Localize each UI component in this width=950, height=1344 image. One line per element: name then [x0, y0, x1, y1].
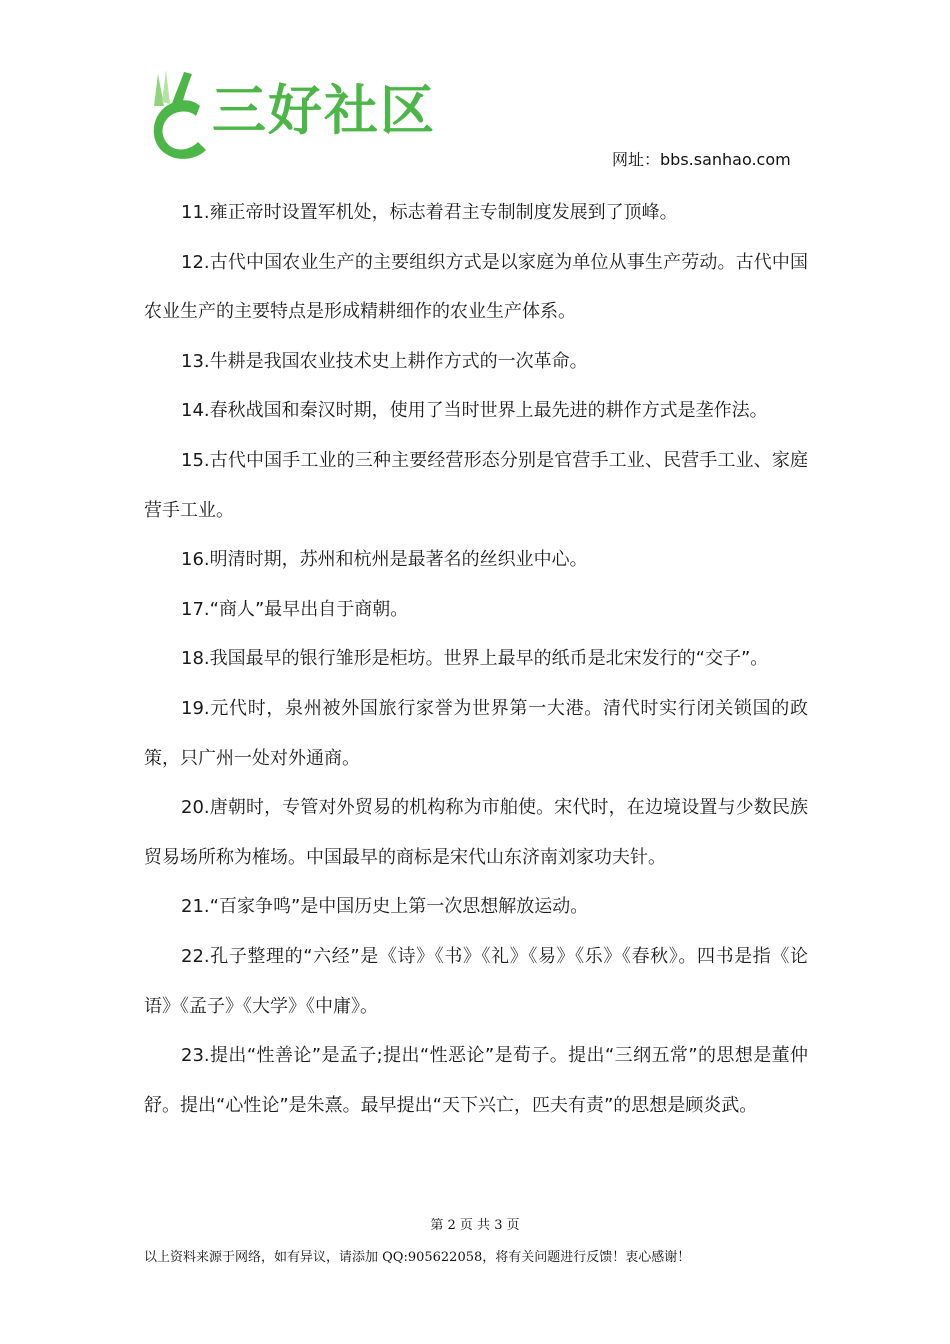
document-body — [144, 188, 808, 1130]
paragraph-20: 20.唐朝时，专管对外贸易的机构称为市舶使。宋代时，在边境设置与少数民族贸易场所称为榷场。中国最早的商标是宋代山东济南刘家功夫针。 — [144, 797, 808, 868]
paragraph-16: 16.明清时期，苏州和杭州是最著名的丝织业中心。 — [181, 549, 588, 571]
paragraph-22: 22.孔子整理的“六经”是《诗》《书》《礼》《易》《乐》《春秋》。四书是指《论语》《孟子》《大学》《中庸》。 — [144, 945, 808, 1017]
paragraph-13: 13.牛耕是我国农业技术史上耕作方式的一次革命。 — [181, 350, 588, 372]
paragraph-11: 11.雍正帝时设置军机处，标志着君主专制制度发展到了顶峰。 — [181, 202, 678, 223]
paragraph-14: 14.春秋战国和秦汉时期，使用了当时世界上最先进的耕作方式是垄作法。 — [181, 400, 768, 422]
footer-note: 以上资料来源于网络，如有异议，请添加 QQ:905622058，将有关问题进行反馈！衷心感谢！ — [144, 1250, 691, 1265]
paragraph-17: 17.“商人”最早出自于商朝。 — [181, 598, 409, 620]
paragraph-19: 19.元代时，泉州被外国旅行家誉为世界第一大港。清代时实行闭关锁国的政策，只广州一处对外通商。 — [144, 697, 808, 769]
paragraph-23: 23.提出“性善论”是孟子;提出“性恶论”是荀子。提出“三纲五常”的思想是董仲舒。提出“心性论”是朱熹。最早提出“天下兴亡，匹夫有责”的思想是顾炎武。 — [144, 1045, 808, 1116]
logo-text: 三好社区 — [212, 79, 436, 142]
page-indicator: 第 2 页 共 3 页 — [430, 1218, 520, 1233]
site-logo[interactable] — [140, 66, 450, 166]
site-url-label: 网址：bbs.sanhao.com — [612, 150, 791, 169]
paragraph-12: 12.古代中国农业生产的主要组织方式是以家庭为单位从事生产劳动。古代中国农业生产的主要特点是形成精耕细作的农业生产体系。 — [144, 251, 808, 323]
paragraph-15: 15.古代中国手工业的三种主要经营形态分别是官营手工业、民营手工业、家庭营手工业。 — [144, 449, 808, 521]
paragraph-21: 21.“百家争鸣”是中国历史上第一次思想解放运动。 — [181, 896, 589, 918]
paragraph-18: 18.我国最早的银行雏形是柜坊。世界上最早的纸币是北宋发行的“交子”。 — [181, 648, 769, 670]
leaf-c-logo-icon — [140, 66, 212, 166]
